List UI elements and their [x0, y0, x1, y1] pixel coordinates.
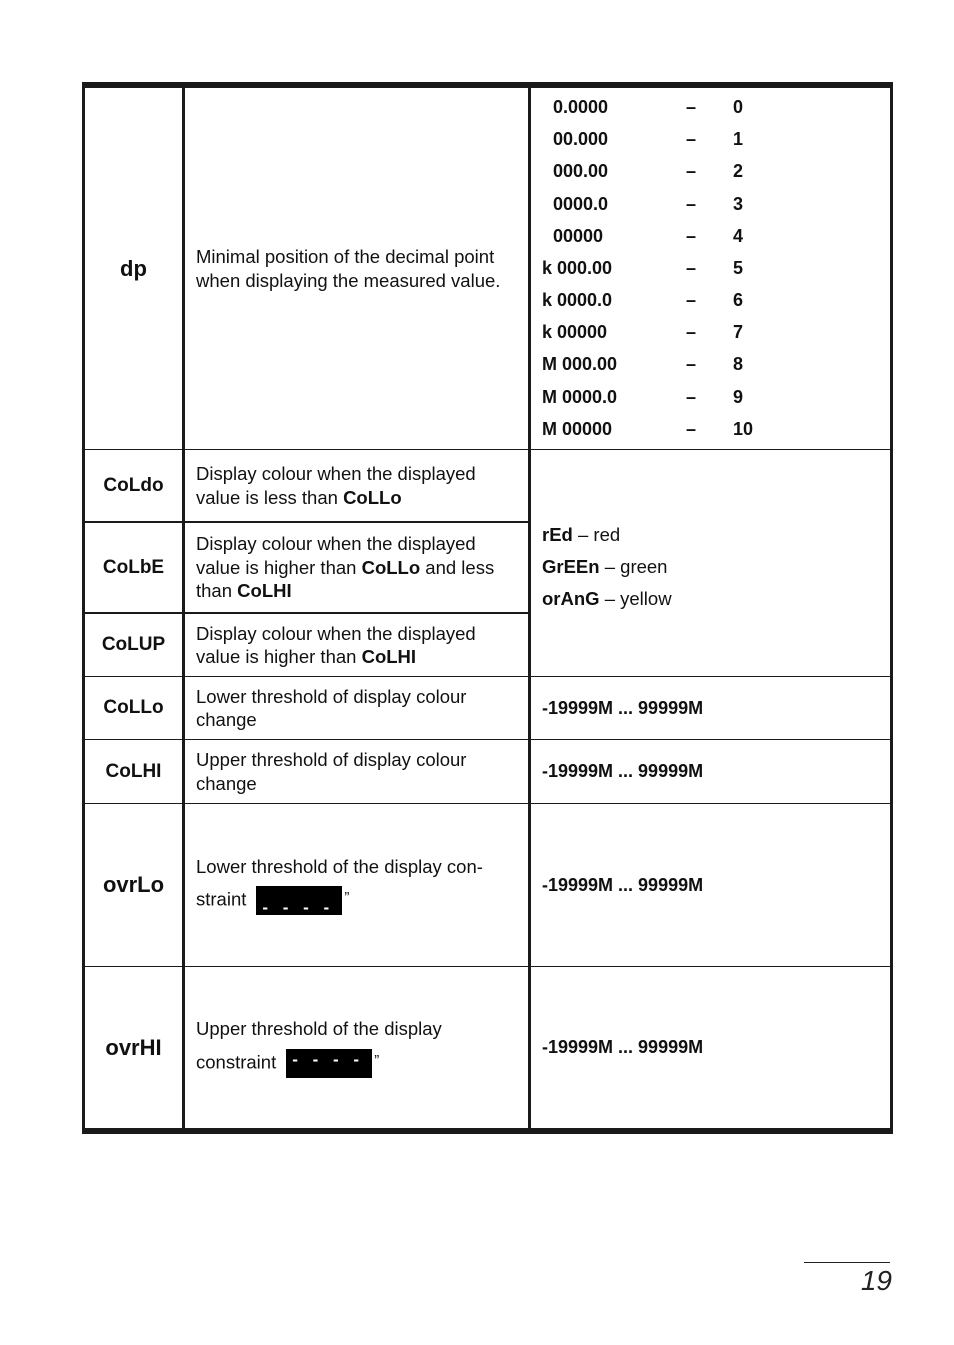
param-desc-ovrlo-line1: Lower threshold of the display con-: [196, 855, 483, 877]
dp-option: [531, 290, 891, 322]
dp-option-code: 0: [733, 97, 744, 117]
param-desc-colbe-text: Display colour when the displayed value is higher than CoLLo and less than CoLHI: [196, 533, 495, 602]
dp-option: [531, 419, 891, 451]
dp-option: [531, 161, 891, 193]
param-desc-ovrlo: [185, 804, 528, 966]
dp-option: [531, 97, 891, 129]
dp-option-format: k 0000.0: [542, 290, 613, 310]
param-desc-ovrlo-line2: straint - - - - - ”: [196, 886, 520, 915]
dp-option-dash: –: [686, 258, 697, 278]
param-name-ovrhi: ovrHI: [105, 1034, 162, 1060]
dp-option: [531, 258, 891, 290]
dp-option-code: 9: [733, 387, 744, 407]
param-name-collo: CoLLo: [103, 697, 164, 718]
dp-option-format: k 000.00: [542, 258, 613, 278]
param-desc-dp: [185, 88, 528, 449]
dp-option-code: 5: [733, 258, 744, 278]
param-range-ovrlo: -19999M ... 99999M: [542, 874, 704, 895]
dp-option-format: 00000: [553, 226, 604, 246]
param-desc-ovrhi-line2: constraint - - - - - ”: [196, 1049, 380, 1093]
dp-option-format: M 000.00: [542, 354, 618, 374]
param-desc-colbe: [185, 523, 528, 612]
param-name-colbe: CoLbE: [102, 556, 165, 578]
dp-options-list: [531, 88, 890, 449]
dp-option-code: 6: [733, 290, 744, 310]
dp-option-format: 0.0000: [553, 97, 609, 117]
dp-option-code: 8: [733, 354, 744, 374]
param-desc-colhi: [185, 740, 528, 803]
param-name-colup: CoLUP: [101, 634, 166, 655]
dp-option-code: 2: [733, 161, 744, 181]
param-range-collo: -19999M ... 99999M: [542, 697, 704, 718]
dp-option-code: 3: [733, 194, 744, 214]
dp-option-code: 10: [733, 419, 754, 439]
colour-option: GrEEn – green: [542, 556, 668, 577]
dp-option-dash: –: [686, 226, 697, 246]
param-desc-collo-text: Lower threshold of display colour change: [196, 685, 467, 730]
colour-option: rEd – red: [542, 524, 621, 545]
dp-option-dash: –: [686, 194, 697, 214]
param-desc-ovrhi-line1: Upper threshold of the display: [196, 1018, 442, 1040]
dp-option-dash: –: [686, 290, 697, 310]
param-desc-dp-text: Minimal position of the decimal point when displaying the measured value.: [196, 246, 501, 291]
lcd-display-dashes: - - - - -: [286, 1049, 372, 1078]
param-name-coldo: CoLdo: [103, 474, 164, 496]
colour-option: orAnG – yellow: [542, 588, 672, 609]
dp-option-code: 1: [733, 129, 744, 149]
param-desc-colup-text: Display colour when the displayed value is higher than CoLHI: [196, 622, 476, 667]
dp-option-format: 0000.0: [553, 194, 609, 214]
param-desc-coldo: [185, 450, 528, 521]
dp-option-dash: –: [686, 97, 697, 117]
param-desc-collo: [185, 677, 528, 739]
dp-option: [531, 194, 891, 226]
page-number: 19: [860, 1265, 892, 1296]
dp-option-dash: –: [686, 129, 697, 149]
dp-option-dash: –: [686, 419, 697, 439]
dp-option-code: 7: [733, 322, 744, 342]
dp-option: [531, 354, 891, 386]
dp-option: [531, 129, 891, 161]
param-desc-coldo-text: Display colour when the displayed value is less than CoLLo: [196, 463, 476, 508]
dp-option-format: k 00000: [542, 322, 608, 342]
param-desc-colup: [185, 614, 528, 676]
param-desc-colhi-text: Upper threshold of display colour change: [196, 749, 467, 794]
param-range-ovrhi: -19999M ... 99999M: [542, 1037, 704, 1057]
dp-option-dash: –: [686, 354, 697, 374]
dp-option-dash: –: [686, 322, 697, 342]
parameter-table: [82, 82, 893, 1134]
dp-option-dash: –: [686, 161, 697, 181]
param-name-colhi: CoLHI: [105, 760, 162, 782]
dp-option-code: 4: [733, 226, 744, 246]
param-name-dp: dp: [120, 255, 147, 281]
dp-option-format: 000.00: [553, 161, 609, 181]
dp-option: [531, 322, 891, 354]
dp-option-format: M 0000.0: [542, 387, 618, 407]
dp-option-format: 00.000: [553, 129, 609, 149]
lcd-display-dashes: - - - - -: [256, 886, 342, 915]
colour-options-list: [531, 450, 890, 676]
param-name-ovrlo: ovrLo: [102, 872, 165, 897]
dp-option-format: M 00000: [542, 419, 613, 439]
page-number-rule: [804, 1262, 890, 1263]
param-range-colhi: -19999M ... 99999M: [542, 761, 704, 781]
dp-option-dash: –: [686, 387, 697, 407]
dp-option: [531, 387, 891, 419]
param-desc-ovrhi: [185, 967, 528, 1128]
dp-option: [531, 226, 891, 258]
